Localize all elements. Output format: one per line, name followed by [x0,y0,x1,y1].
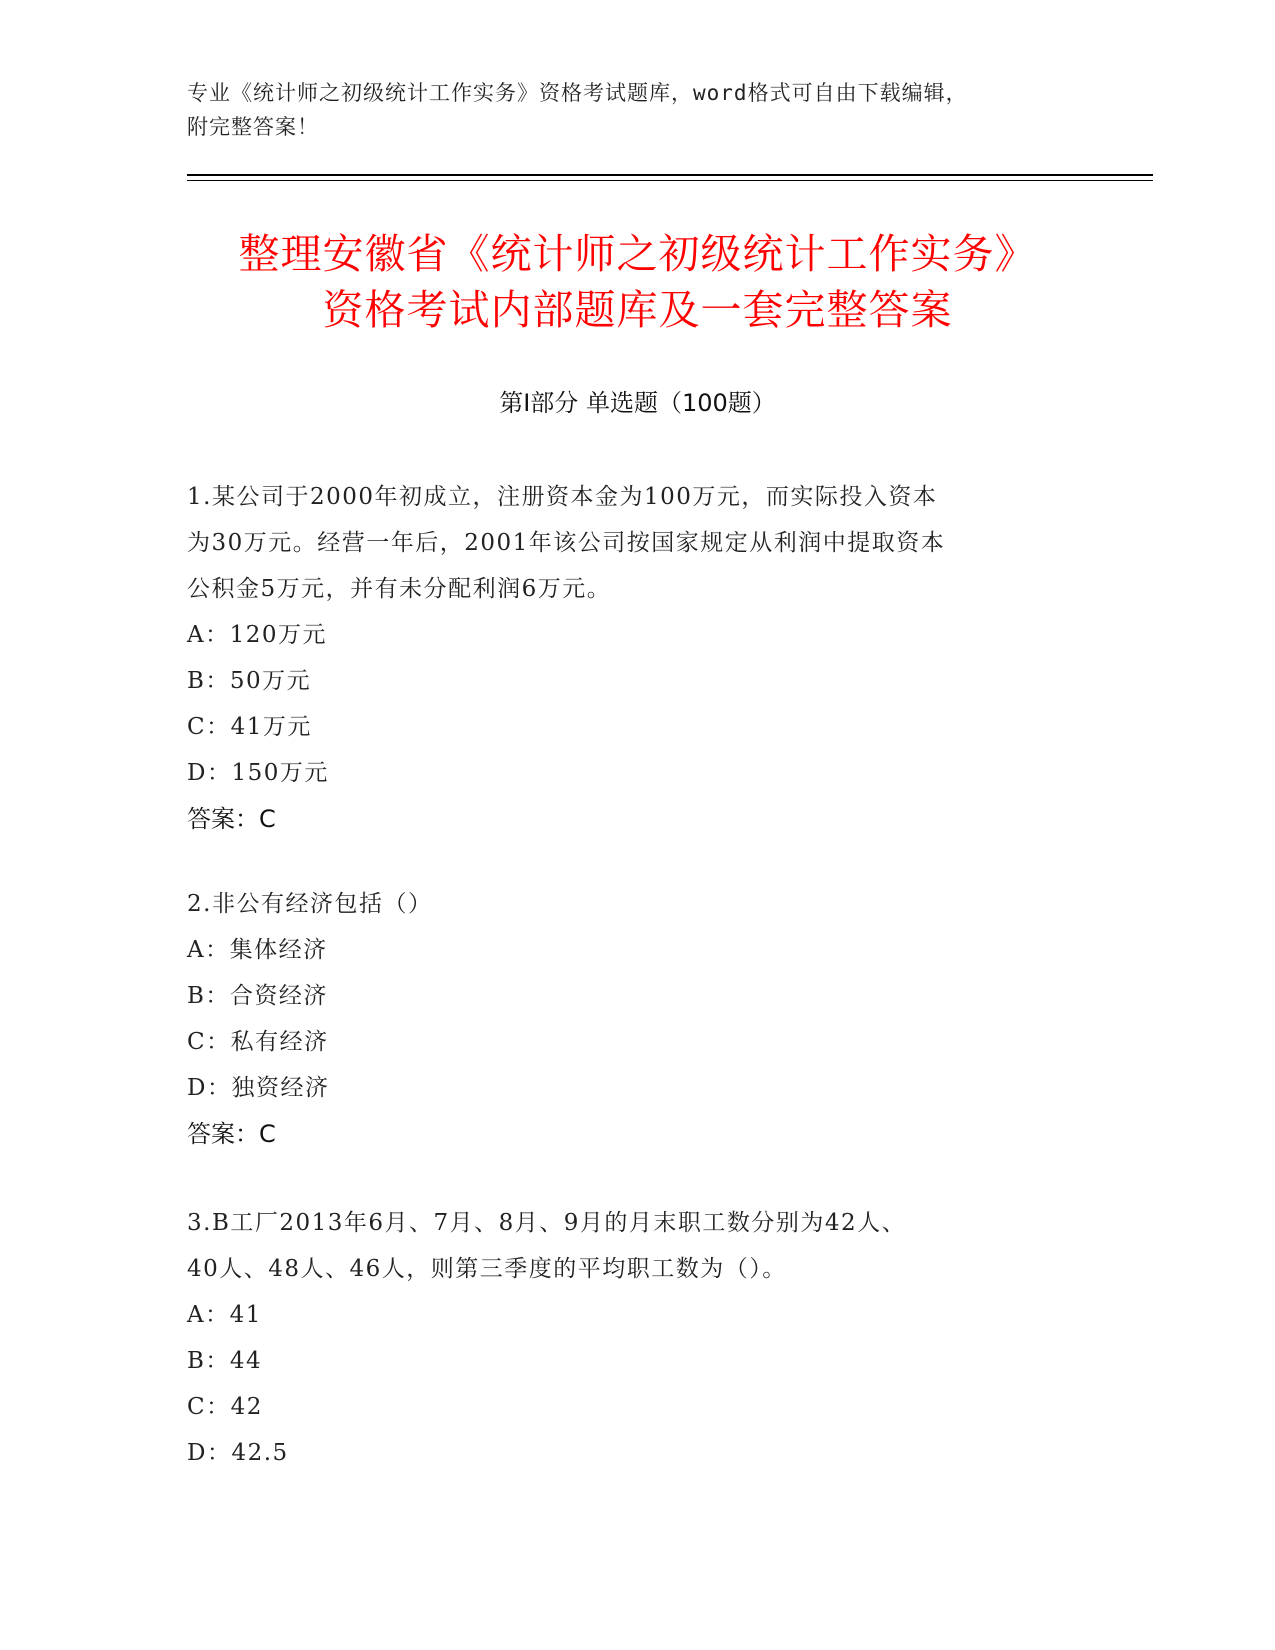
section-heading: 第Ⅰ部分 单选题（100题） [499,389,776,417]
document-title-line: 资格考试内部题库及一套完整答案 [322,286,953,334]
option-c: C：42 [187,1394,263,1420]
option-c: C：41万元 [187,714,312,740]
option-b: B：50万元 [187,668,312,694]
option-a: A：41 [187,1302,262,1328]
option-d: D：独资经济 [187,1075,330,1101]
document-title [130,226,1145,338]
question-stem-line: 40人、48人、46人，则第三季度的平均职工数为（）。 [187,1256,787,1282]
question-stem-line: 为30万元。经营一年后，2001年该公司按国家规定从利润中提取资本 [187,530,946,556]
question-3 [187,1200,1107,1476]
header-note-line: 附完整答案！ [187,115,319,139]
header-rule-thin [187,180,1153,181]
option-b: B：44 [187,1348,263,1374]
header-rule-thick [187,174,1153,176]
document-title-line: 整理安徽省《统计师之初级统计工作实务》 [238,230,1037,278]
option-c: C：私有经济 [187,1029,329,1055]
option-a: A：集体经济 [187,937,328,963]
option-a: A：120万元 [187,622,328,648]
question-stem-line: 2.非公有经济包括（） [187,891,433,917]
option-d: D：42.5 [187,1440,289,1466]
question-stem-line: 3.B工厂2013年6月、7月、8月、9月的月末职工数分别为42人、 [187,1210,907,1236]
question-1 [187,474,1107,842]
question-2 [187,881,1107,1157]
answer-line: 答案：C [187,1120,276,1148]
header-note [187,76,1087,144]
answer-line: 答案：C [187,805,276,833]
question-stem-line: 公积金5万元，并有未分配利润6万元。 [187,576,612,602]
question-stem-line: 1.某公司于2000年初成立，注册资本金为100万元，而实际投入资本 [187,484,938,510]
header-note-line: 专业《统计师之初级统计工作实务》资格考试题库，word格式可自由下载编辑， [187,81,968,105]
option-d: D：150万元 [187,760,329,786]
option-b: B：合资经济 [187,983,328,1009]
